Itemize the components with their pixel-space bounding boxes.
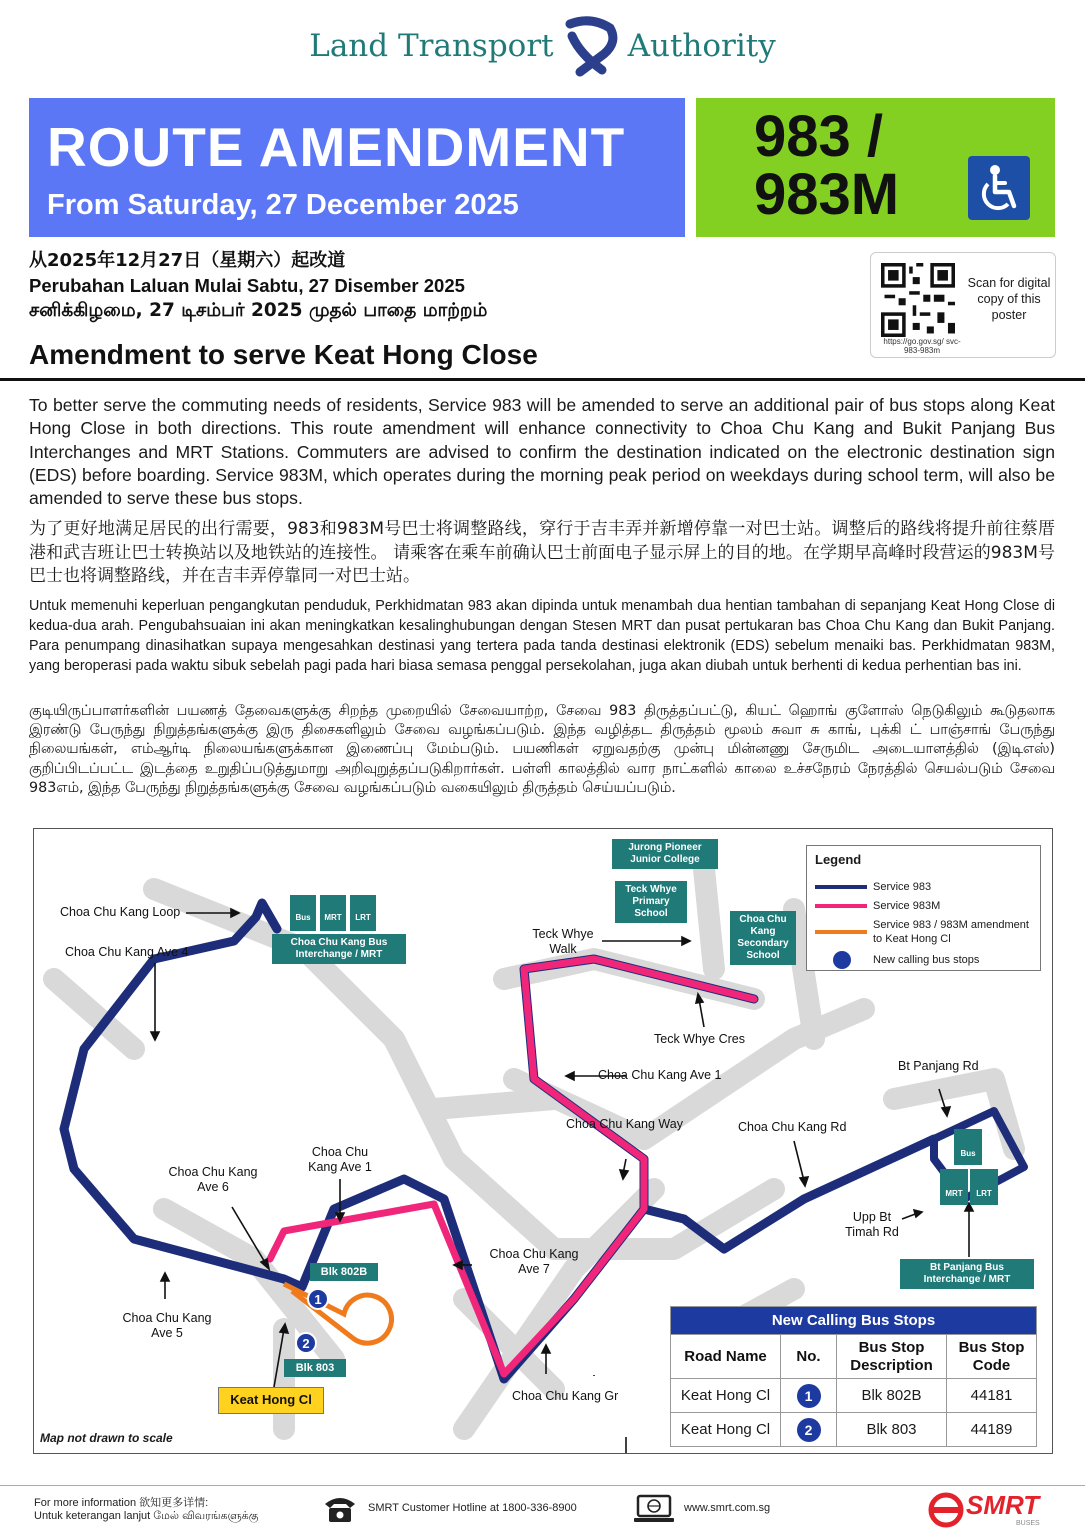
label-cck-ave1-top: Choa Chu Kang Ave 1: [308, 1145, 372, 1174]
label-bt-panjang-rd: Bt Panjang Rd: [898, 1059, 979, 1073]
cell-desc: Blk 802B: [837, 1379, 947, 1413]
body-malay: Untuk memenuhi keperluan pengangkutan penduduk, Perkhidmatan 983 akan dipinda untuk menambah dua hentian tambahan di sepanjang Keat Hong Close di kedua-dua arah. Pengubahsuaian ini akan meningkatkan kesalinghubungan dengan Stesen MRT dan pusat pertukaran bas Choa Chu Kang dan Bukit Panjang. Para penumpang dinasihatkan supaya mengesahkan destinasi yang tertera pada tanda destinasi elektronik (EDS) sebelum menaiki bas. Perkhidmatan 983M, yang beroperasi pada waktu sibuk sebelah pagi pada hari biasa semasa penggal persekolahan, juga akan diubah untuk berhenti di kedua perhentian bas ini.: [29, 598, 1055, 674]
cell-code: 44189: [947, 1413, 1037, 1447]
qr-caption: Scan for digital copy of this poster: [967, 276, 1051, 322]
bt-panjang-interchange-label: Bt Panjang Bus Interchange / MRT: [900, 1259, 1034, 1289]
cell-no: 2: [781, 1413, 837, 1447]
qr-code[interactable]: [881, 263, 955, 337]
heading-malay: Perubahan Laluan Mulai Sabtu, 27 Disember 2025: [29, 275, 465, 296]
service-number-line2: 983M: [754, 162, 900, 227]
new-calling-stops-table: [670, 1306, 1037, 1447]
cell-code: 44181: [947, 1379, 1037, 1413]
body-tamil: குடியிருப்பாளர்களின் பயணத் தேவைகளுக்கு சிறந்த முறையில் சேவையாற்ற, சேவை 983 திருத்தப்பட்டு, கியட் ஹொங் குளோஸ் நெடுகிலும் கூடுதலாக இரண்டு பேருந்து நிறுத்தங்களுக்கு இரு திசைகளிலும் சேவை வழங்கப்படும். இந்த வழித்தட திருத்தம் மூலம் சுவா சு காங், புக்கி ட் பாஞ்சாங் பேருந்து நிலையங்கள், எம்ஆர்டி நிலையங்களுக்கான இணைப்பு மேம்படும். பயணிகள் ஏறுவதற்கு முன்பு மின்னணு சேருமிட அடையாளத்தில் (இடிஎஸ்) குறிப்பிடப்பட்ட இடத்தை உறுதிப்படுத்துமாறு அறிவுறுத்தப்படுகிறார்கள். பள்ளி காலத்தில் வார நாட்களில் காலை உச்சநேரம் நேரத்தில் செயல்படும் சேவை 983எம், இந்த பேருந்து நிறுத்தங்களுக்கு சேவை வழங்கப்படும் வகையிலும் திருத்தம் செய்யப்படும்.: [29, 703, 1055, 796]
keat-hong-label: Keat Hong Cl: [218, 1387, 324, 1414]
qr-url: https://go.gov.sg/ svc-983-983m: [883, 337, 961, 355]
lrt-icon: LRT: [350, 895, 376, 931]
more-info-line2: Untuk keterangan lanjut மேல் விவரங்களுக்கு: [34, 1510, 259, 1522]
body-chinese: 为了更好地满足居民的出行需要，983和983M号巴士将调整路线，穿行于吉丰弄并新增停靠一对巴士站。调整后的路线将提升前往蔡厝港和武吉班让巴士转换站以及地铁站的连接性。 请乘客在乘车前确认巴士前面电子显示屏上的目的地。在学期早高峰时段营运的983M号巴士也将调整路线，并在吉丰弄停靠同一对巴士站。: [29, 519, 1055, 586]
legend-swatch-amendment: [815, 930, 867, 934]
bus-icon: Bus: [290, 895, 316, 931]
map-legend: Legend Service 983 Service 983M Service 983 / 983M amendment to Keat Hong Cl New calling bus stops: [806, 845, 1041, 971]
label-cck-rd: Choa Chu Kang Rd: [738, 1120, 847, 1134]
cell-desc: Blk 803: [837, 1413, 947, 1447]
label-upp-bt-timah: Upp Bt Timah Rd: [845, 1210, 899, 1239]
label-teck-whye-cres: Teck Whye Cres: [654, 1032, 745, 1046]
footer-more-info: [34, 1497, 258, 1523]
jurong-pioneer-label: Jurong Pioneer Junior College: [612, 839, 718, 869]
table-caption: New Calling Bus Stops: [671, 1307, 1037, 1335]
label-cck-ave7: Choa Chu Kang Ave 7: [489, 1247, 579, 1276]
route-map: [33, 828, 1053, 1454]
logo-text-left: Land Transport: [309, 28, 554, 64]
col-no: No.: [781, 1335, 837, 1379]
label-cck-ave5: Choa Chu Kang Ave 5: [122, 1311, 212, 1340]
footer-divider: [0, 1485, 1085, 1486]
not-to-scale-note: Map not drawn to scale: [40, 1431, 173, 1445]
body-english: To better serve the commuting needs of residents, Service 983 will be amended to serve an additional pair of bus stops along Keat Hong Close in both directions. This route amendment will enhance connectivity to Choa Chu Kang and Bukit Panjang Bus Interchanges and MRT Stations. Commuters are advised to confirm the destination indicated on the electronic destination sign (EDS) before boarding. Service 983M, which operates during the morning peak period on weekdays during school term, will also be amended to serve these bus stops.: [29, 395, 1055, 509]
effective-date: From Saturday, 27 December 2025: [47, 189, 519, 221]
headline: Amendment to serve Keat Hong Close: [29, 339, 538, 370]
legend-swatch-983m: [815, 904, 867, 908]
cck-interchange-label: Choa Chu Kang Bus Interchange / MRT: [272, 934, 406, 964]
col-code: Bus Stop Code: [947, 1335, 1037, 1379]
lta-logo: [0, 14, 1085, 78]
website-icon: [634, 1494, 674, 1524]
lta-emblem-icon: [560, 14, 622, 78]
table-row: [671, 1379, 1037, 1413]
smrt-brand-sub: BUSES: [1016, 1520, 1040, 1527]
label-cck-ave1-right: Choa Chu Kang Ave 1: [598, 1068, 722, 1082]
heading-chinese: 从2025年12月27日（星期六）起改道: [29, 250, 346, 271]
cck-secondary-label: Choa Chu Kang Secondary School: [730, 911, 796, 965]
footer-hotline[interactable]: SMRT Customer Hotline at 1800-336-8900: [368, 1502, 577, 1514]
table-row: [671, 1413, 1037, 1447]
col-road-name: Road Name: [671, 1335, 781, 1379]
teck-whye-primary-label: Teck Whye Primary School: [615, 881, 687, 923]
blk803-label: Blk 803: [284, 1359, 346, 1377]
cell-no: 1: [781, 1379, 837, 1413]
stop-marker-2-label: 2: [302, 1336, 310, 1351]
qr-panel: [870, 252, 1056, 358]
title-banner: [29, 98, 685, 237]
label-teck-whye-walk: Teck Whye Walk: [532, 927, 594, 956]
heading-tamil: சனிக்கிழமை, 27 டிசம்பர் 2025 முதல் பாதை மாற்றம்: [29, 300, 488, 321]
label-cck-gr: Choa Chu Kang Gr: [512, 1389, 619, 1403]
service-number-line1: 983 /: [754, 104, 883, 169]
legend-stop-dot-icon: [833, 951, 851, 969]
label-cck-way: Choa Chu Kang Way: [566, 1117, 683, 1131]
phone-icon: [322, 1494, 358, 1524]
bt-panjang-bus-icon: Bus: [954, 1129, 982, 1165]
smrt-logo: [928, 1490, 1058, 1530]
label-cck-ave6: Choa Chu Kang Ave 6: [168, 1165, 258, 1194]
wheelchair-accessible-icon: [968, 156, 1030, 220]
footer-website[interactable]: www.smrt.com.sg: [684, 1502, 771, 1514]
legend-title: Legend: [815, 852, 862, 867]
divider: [0, 378, 1085, 381]
stop-marker-1-label: 1: [314, 1292, 322, 1307]
logo-text-right: Authority: [627, 28, 776, 64]
service-number: [754, 104, 900, 227]
label-cck-loop: Choa Chu Kang Loop: [60, 905, 181, 919]
cell-road: Keat Hong Cl: [671, 1379, 781, 1413]
blk802b-label: Blk 802B: [310, 1263, 378, 1281]
smrt-emblem-icon: [928, 1492, 964, 1528]
legend-swatch-983: [815, 885, 867, 889]
col-description: Bus Stop Description: [837, 1335, 947, 1379]
service-number-panel: [696, 98, 1055, 237]
smrt-brand-text: SMRT: [966, 1490, 1040, 1520]
bt-panjang-lrt-icon: LRT: [970, 1169, 998, 1205]
label-cck-ave4: Choa Chu Kang Ave 4: [65, 945, 189, 959]
page-title: ROUTE AMENDMENT: [47, 116, 626, 178]
mrt-icon: MRT: [320, 895, 346, 931]
cell-road: Keat Hong Cl: [671, 1413, 781, 1447]
bt-panjang-mrt-icon: MRT: [940, 1169, 968, 1205]
more-info-line1: For more information 欲知更多详情:: [34, 1497, 209, 1509]
